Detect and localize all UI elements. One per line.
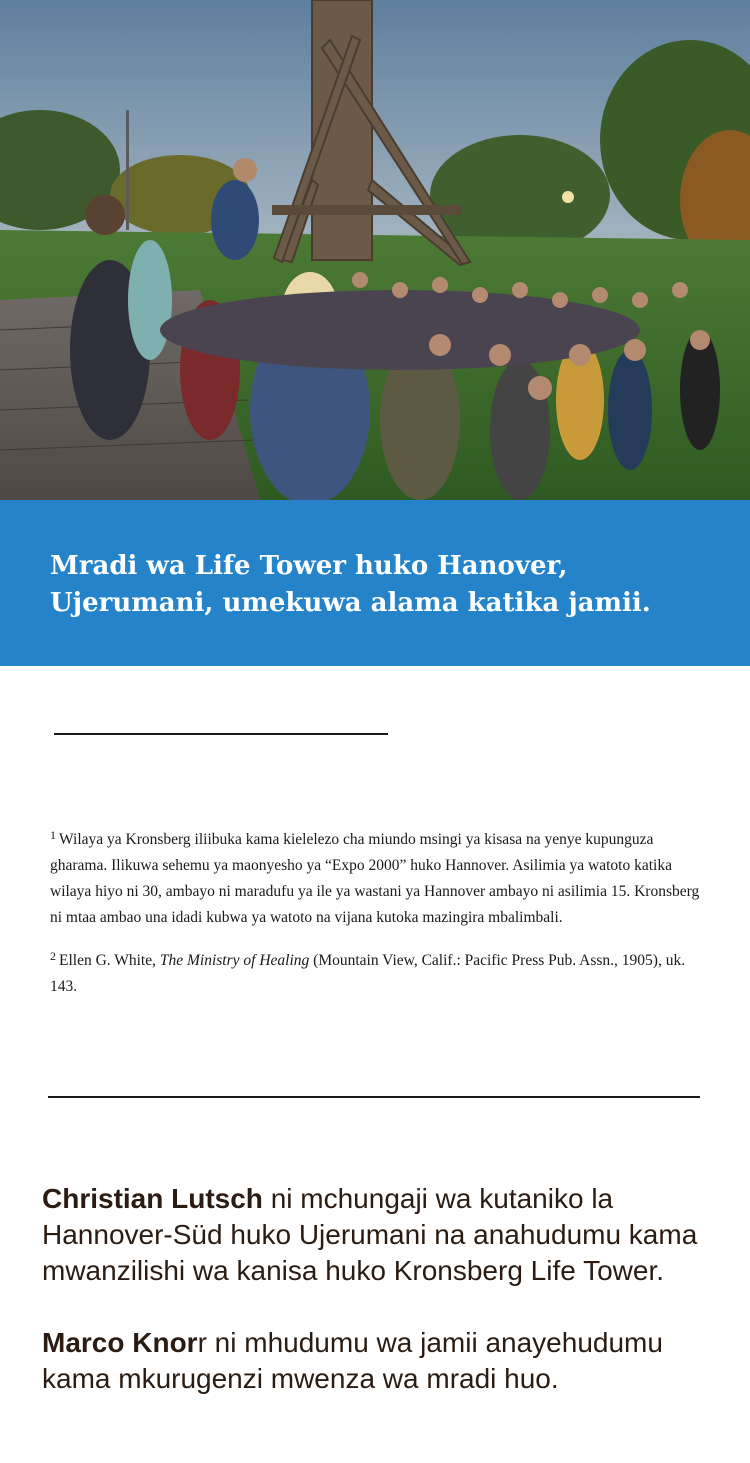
bio-christian-lutsch	[42, 1181, 722, 1289]
bio-marco-knorr	[42, 1325, 722, 1397]
bio-divider	[48, 1096, 700, 1098]
photo-caption: Mradi wa Life Tower huko Hanover, Ujerumani, umekuwa alama katika jamii.	[50, 551, 651, 618]
footnotes	[50, 822, 700, 1012]
footnote-number: 1	[50, 828, 56, 842]
footnote-author: Ellen G. White,	[59, 952, 160, 969]
bio-text: r ni mhudumu wa jamii anayehudumu kama mkurugenzi mwenza wa mradi huo.	[42, 1327, 663, 1394]
footnote-citation: (Mountain View, Calif.: Pacific Press Pub. Assn., 1905), uk. 143.	[50, 952, 686, 995]
bio-name: Marco Knor	[42, 1327, 198, 1358]
event-photo	[0, 0, 750, 500]
footnote-1	[50, 822, 700, 931]
footnote-divider	[54, 733, 388, 735]
photo-illustration	[0, 0, 750, 500]
footnote-book-title: The Ministry of Healing	[159, 952, 310, 969]
bio-name: Christian Lutsch	[42, 1183, 263, 1214]
bio-text: ni mchungaji wa kutaniko la Hannover-Süd huko Ujerumani na anahudumu kama mwanzilishi wa kanisa huko Kronsberg Life Tower.	[42, 1183, 698, 1286]
footnote-2	[50, 943, 700, 1000]
footnote-text: Wilaya ya Kronsberg iliibuka kama kielelezo cha miundo msingi ya kisasa na yenye kupunguza gharama. Ilikuwa sehemu ya maonyesho ya “Expo 2000” huko Hannover. Asilimia ya watoto katika wilaya hiyo ni 30, ambayo ni maradufu ya ile ya wastani ya Hannover ambayo ni asilimia 15. Kronsberg ni mtaa ambao una idadi kubwa ya watoto na vijana kutoka mazingira mbalimbali.	[50, 831, 700, 926]
footnote-number: 2	[50, 949, 56, 963]
author-bios	[42, 1181, 722, 1433]
